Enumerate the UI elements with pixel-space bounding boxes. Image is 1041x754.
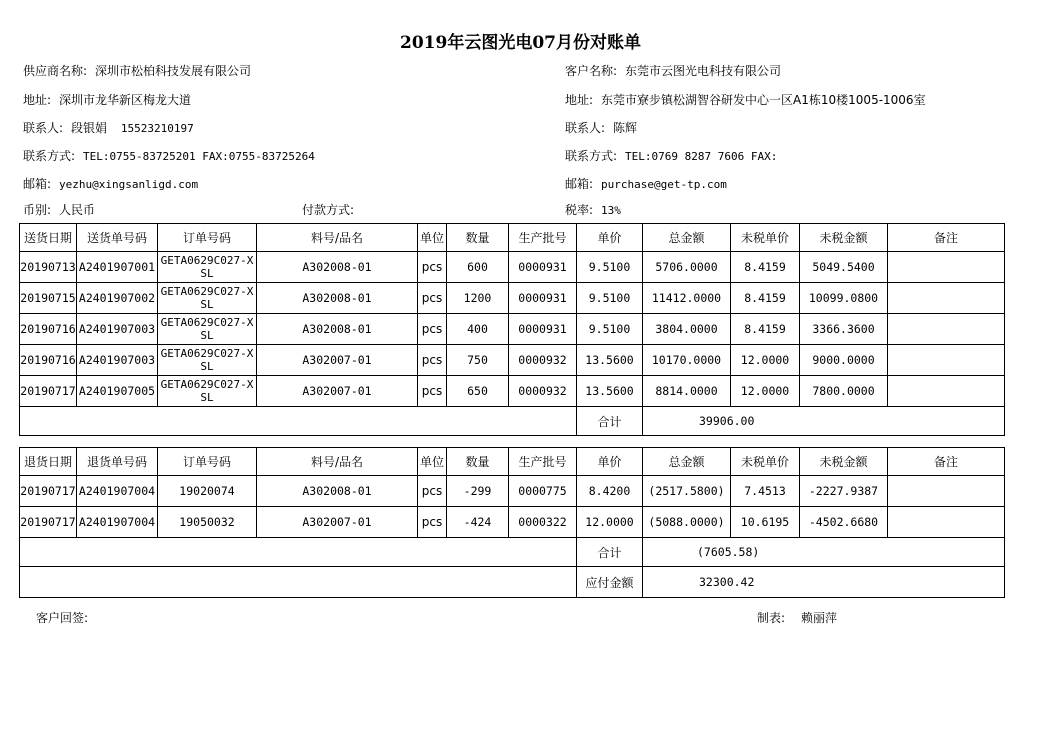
customer-contact: 陈辉: [613, 121, 638, 135]
table-cell: A302008-01: [257, 252, 418, 283]
table-cell: 20190715: [20, 283, 77, 314]
table-cell: 12.0000: [577, 507, 643, 538]
table-cell: 7800.0000: [800, 376, 888, 407]
col-header: 数量: [447, 224, 509, 252]
maker-name: 赖丽萍: [801, 611, 838, 625]
supplier-name-label: 供应商名称:: [23, 64, 88, 78]
table-cell: 11412.0000: [643, 283, 731, 314]
table-cell: A2401907004: [77, 507, 158, 538]
table-cell: 20190713: [20, 252, 77, 283]
table-cell: 9000.0000: [800, 345, 888, 376]
supplier-contact-label: 联系人:: [23, 121, 64, 135]
table-cell: -424: [447, 507, 509, 538]
customer-email-label: 邮箱:: [565, 177, 594, 191]
table-cell: 8.4159: [731, 252, 800, 283]
table-cell: A2401907003: [77, 314, 158, 345]
table-cell: 20190717: [20, 476, 77, 507]
return-row: [20, 476, 1005, 507]
table-cell: A2401907001: [77, 252, 158, 283]
payable-row: [20, 567, 1005, 598]
delivery-table: [19, 223, 1005, 436]
table-cell: 5049.5400: [800, 252, 888, 283]
table-cell: [888, 345, 1005, 376]
col-header: 料号/品名: [257, 224, 418, 252]
table-cell: 650: [447, 376, 509, 407]
table-cell: 13.5600: [577, 345, 643, 376]
table-cell: A2401907002: [77, 283, 158, 314]
col-header: 单位: [418, 448, 447, 476]
col-header: 送货单号码: [77, 224, 158, 252]
table-cell: 19050032: [158, 507, 257, 538]
table-cell: 10.6195: [731, 507, 800, 538]
col-header: 总金额: [643, 224, 731, 252]
table-cell: 9.5100: [577, 283, 643, 314]
col-header: 未税单价: [731, 448, 800, 476]
payable-value: 32300.42: [643, 567, 1005, 598]
tax-line: [565, 201, 621, 218]
table-cell: (5088.0000): [643, 507, 731, 538]
table-cell: pcs: [418, 314, 447, 345]
customer-name-label: 客户名称:: [565, 64, 618, 78]
col-header: 数量: [447, 448, 509, 476]
customer-email-line: [565, 175, 727, 192]
document-title: 2019年云图光电07月份对账单: [400, 33, 641, 53]
currency-label: 币别:: [23, 203, 52, 217]
customer-signature: 客户回签:: [36, 611, 89, 625]
table-cell: 750: [447, 345, 509, 376]
table-cell: pcs: [418, 476, 447, 507]
table-cell: [888, 376, 1005, 407]
table-cell: GETA0629C027-XSL: [158, 314, 257, 345]
col-header: 料号/品名: [257, 448, 418, 476]
supplier-contact-line: [23, 119, 194, 136]
col-header: 单位: [418, 224, 447, 252]
maker-label: 制表:: [757, 611, 786, 625]
col-header: 退货日期: [20, 448, 77, 476]
table-cell: A302007-01: [257, 507, 418, 538]
table-cell: 8.4159: [731, 314, 800, 345]
table-cell: (2517.5800): [643, 476, 731, 507]
delivery-row: [20, 314, 1005, 345]
table-cell: A302008-01: [257, 283, 418, 314]
table-cell: pcs: [418, 345, 447, 376]
payable-label: 应付金额: [577, 567, 643, 598]
customer-comm-label: 联系方式:: [565, 149, 618, 163]
table-cell: 0000775: [509, 476, 577, 507]
table-cell: A2401907004: [77, 476, 158, 507]
customer-address: 东莞市寮步镇松湖智谷研发中心一区A1栋10楼1005-1006室: [601, 93, 926, 107]
table-cell: 7.4513: [731, 476, 800, 507]
supplier-name-line: [23, 62, 251, 79]
table-cell: 3366.3600: [800, 314, 888, 345]
supplier-address-label: 地址:: [23, 93, 52, 107]
table-cell: GETA0629C027-XSL: [158, 252, 257, 283]
table-cell: A302007-01: [257, 376, 418, 407]
table-cell: 20190716: [20, 314, 77, 345]
table-cell: 20190717: [20, 376, 77, 407]
col-header: 生产批号: [509, 224, 577, 252]
payment-line: [302, 201, 362, 218]
tax-rate: 13%: [601, 204, 621, 217]
supplier-address: 深圳市龙华新区梅龙大道: [59, 93, 192, 107]
table-cell: 8.4159: [731, 283, 800, 314]
returns-total-label: 合计: [577, 538, 643, 567]
table-cell: [888, 252, 1005, 283]
table-cell: A2401907005: [77, 376, 158, 407]
col-header: 订单号码: [158, 224, 257, 252]
table-cell: 3804.0000: [643, 314, 731, 345]
currency-line: [23, 201, 95, 218]
table-cell: 13.5600: [577, 376, 643, 407]
delivery-total-blank: [20, 407, 577, 436]
delivery-row: [20, 252, 1005, 283]
col-header: 订单号码: [158, 448, 257, 476]
table-cell: [888, 283, 1005, 314]
table-cell: 10170.0000: [643, 345, 731, 376]
col-header: 生产批号: [509, 448, 577, 476]
table-cell: 600: [447, 252, 509, 283]
supplier-address-line: [23, 91, 191, 108]
supplier-phone: 15523210197: [120, 122, 194, 135]
return-row: [20, 507, 1005, 538]
customer-comm: TEL:0769 8287 7606 FAX:: [625, 150, 778, 163]
table-cell: 0000931: [509, 252, 577, 283]
delivery-row: [20, 283, 1005, 314]
returns-total-row: [20, 538, 1005, 567]
customer-address-label: 地址:: [565, 93, 594, 107]
table-cell: 9.5100: [577, 314, 643, 345]
tax-label: 税率:: [565, 203, 594, 217]
supplier-comm-label: 联系方式:: [23, 149, 76, 163]
customer-contact-line: [565, 119, 637, 136]
customer-contact-label: 联系人:: [565, 121, 606, 135]
table-cell: GETA0629C027-XSL: [158, 345, 257, 376]
delivery-total-row: [20, 407, 1005, 436]
supplier-comm: TEL:0755-83725201 FAX:0755-83725264: [83, 150, 315, 163]
delivery-table-body: [20, 224, 1005, 407]
table-cell: 0000931: [509, 283, 577, 314]
table-cell: 20190716: [20, 345, 77, 376]
table-cell: 12.0000: [731, 376, 800, 407]
table-cell: 400: [447, 314, 509, 345]
col-header: 未税金额: [800, 448, 888, 476]
col-header: 送货日期: [20, 224, 77, 252]
col-header: 单价: [577, 224, 643, 252]
table-cell: 5706.0000: [643, 252, 731, 283]
table-cell: 9.5100: [577, 252, 643, 283]
col-header: 退货单号码: [77, 448, 158, 476]
table-cell: pcs: [418, 376, 447, 407]
customer-email: purchase@get-tp.com: [601, 178, 727, 191]
table-cell: A302008-01: [257, 314, 418, 345]
table-cell: 0000931: [509, 314, 577, 345]
supplier-comm-line: [23, 147, 315, 164]
returns-header-row: [20, 448, 1005, 476]
table-cell: 12.0000: [731, 345, 800, 376]
table-cell: GETA0629C027-XSL: [158, 376, 257, 407]
table-cell: A302008-01: [257, 476, 418, 507]
delivery-total-value: 39906.00: [643, 407, 1005, 436]
table-cell: A2401907003: [77, 345, 158, 376]
table-cell: A302007-01: [257, 345, 418, 376]
delivery-row: [20, 376, 1005, 407]
table-cell: 20190717: [20, 507, 77, 538]
table-cell: 0000322: [509, 507, 577, 538]
customer-comm-line: [565, 147, 777, 164]
supplier-email: yezhu@xingsanligd.com: [59, 178, 199, 191]
table-cell: 1200: [447, 283, 509, 314]
customer-name: 东莞市云图光电科技有限公司: [625, 64, 782, 78]
delivery-row: [20, 345, 1005, 376]
supplier-name: 深圳市松柏科技发展有限公司: [95, 64, 252, 78]
table-cell: -299: [447, 476, 509, 507]
table-cell: 19020074: [158, 476, 257, 507]
supplier-email-label: 邮箱:: [23, 177, 52, 191]
customer-address-line: [565, 91, 926, 108]
customer-name-line: [565, 62, 781, 79]
returns-total-blank: [20, 538, 577, 567]
col-header: 未税金额: [800, 224, 888, 252]
col-header: 备注: [888, 224, 1005, 252]
maker-line: [757, 609, 837, 626]
returns-table: [19, 447, 1005, 598]
returns-table-body: [20, 448, 1005, 538]
delivery-total-label: 合计: [577, 407, 643, 436]
currency: 人民币: [59, 203, 96, 217]
col-header: 单价: [577, 448, 643, 476]
supplier-email-line: [23, 175, 198, 192]
table-cell: 0000932: [509, 345, 577, 376]
table-cell: 8814.0000: [643, 376, 731, 407]
returns-total-value: (7605.58): [643, 538, 1005, 567]
table-cell: -2227.9387: [800, 476, 888, 507]
delivery-header-row: [20, 224, 1005, 252]
table-cell: [888, 314, 1005, 345]
table-cell: [888, 476, 1005, 507]
table-cell: 10099.0800: [800, 283, 888, 314]
table-cell: pcs: [418, 252, 447, 283]
table-cell: [888, 507, 1005, 538]
col-header: 未税单价: [731, 224, 800, 252]
table-cell: 8.4200: [577, 476, 643, 507]
col-header: 总金额: [643, 448, 731, 476]
table-cell: 0000932: [509, 376, 577, 407]
table-cell: -4502.6680: [800, 507, 888, 538]
table-cell: pcs: [418, 283, 447, 314]
payment-label: 付款方式:: [302, 203, 355, 217]
supplier-contact: 段银娟: [71, 121, 108, 135]
payable-blank: [20, 567, 577, 598]
col-header: 备注: [888, 448, 1005, 476]
table-cell: pcs: [418, 507, 447, 538]
table-cell: GETA0629C027-XSL: [158, 283, 257, 314]
